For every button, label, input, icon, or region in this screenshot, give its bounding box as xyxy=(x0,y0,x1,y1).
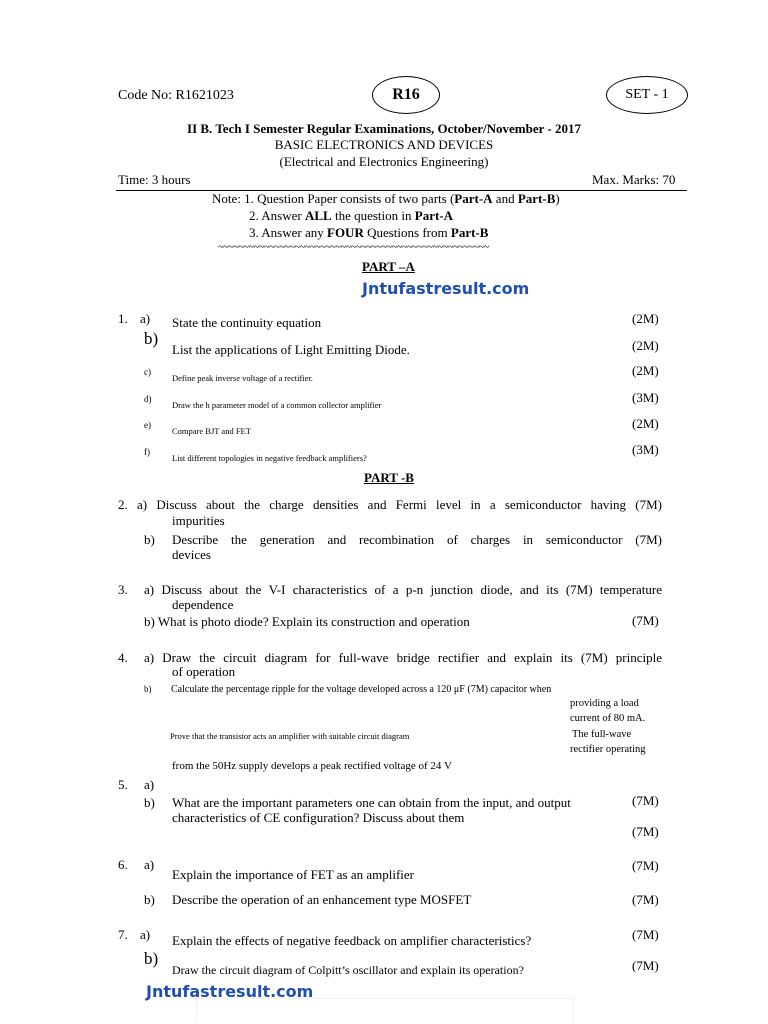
max-marks-label: Max. Marks: 70 xyxy=(592,172,676,187)
q1c-label: c) xyxy=(144,367,151,377)
q5-number: 5. xyxy=(118,777,128,792)
q4b-supply: from the 50Hz supply develops a peak rectified voltage of 24 V xyxy=(172,760,452,772)
branch-title: (Electrical and Electronics Engineering) xyxy=(279,154,489,169)
note-3: 3. Answer any FOUR Questions from Part-B xyxy=(249,225,489,240)
q1d-marks: (3M) xyxy=(632,390,659,405)
q5-extra-marks: (7M) xyxy=(632,824,659,839)
q6a-marks: (7M) xyxy=(632,858,659,873)
q1b-text: List the applications of Light Emitting Diode. xyxy=(172,342,410,357)
tilde-divider: ~~~~~~~~~~~~~~~~~~~~~~~~~~~~~~~~~~~~~~~~~~~~~~~~~~~~~ xyxy=(218,242,489,253)
q1d-label: d) xyxy=(144,394,152,404)
q1e-text: Compare BJT and FET xyxy=(172,426,251,436)
exam-title: II B. Tech I Semester Regular Examinations, October/November - 2017 xyxy=(187,121,581,136)
q4a-line1: a) Draw the circuit diagram for full-wave bridge rectifier and explain its (7M) principle xyxy=(144,650,662,665)
subject-title: BASIC ELECTRONICS AND DEVICES xyxy=(274,137,494,152)
q2a-line1: 2. a) Discuss about the charge densities and Fermi level in a semiconductor having (7M) xyxy=(118,497,662,512)
q7a-text: Explain the effects of negative feedback on amplifier characteristics? xyxy=(172,933,532,948)
q3-number: 3. xyxy=(118,582,128,597)
q4b-prove: Prove that the transistor acts an amplifier with suitable circuit diagram xyxy=(170,731,410,741)
q4b-side2: current of 80 mA. xyxy=(570,713,646,724)
q7-number: 7. xyxy=(118,927,128,942)
q4b-side4: rectifier operating xyxy=(570,744,646,755)
q3a-line1: a) Discuss about the V-I characteristics of a p-n junction diode, and its (7M) temperature xyxy=(144,582,662,597)
note-1: Note: 1. Question Paper consists of two parts (Part-A and Part-B) xyxy=(212,191,560,206)
q1f-text: List different topologies in negative feedback amplifiers? xyxy=(172,453,367,463)
regulation-badge xyxy=(372,76,440,114)
q6-number: 6. xyxy=(118,857,128,872)
q2a-line2: impurities xyxy=(172,513,225,528)
q1a-label: a) xyxy=(140,311,151,326)
q1-number: 1. xyxy=(118,311,128,326)
q1e-marks: (2M) xyxy=(632,416,659,431)
q1f-marks: (3M) xyxy=(632,442,659,457)
q7b-label: b) xyxy=(144,949,159,968)
q4b-side1: providing a load xyxy=(570,698,639,709)
q7b-text: Draw the circuit diagram of Colpitt’s oscillator and explain its operation? xyxy=(172,963,524,977)
q4b-side3: The full-wave xyxy=(572,729,632,740)
set-label: SET - 1 xyxy=(625,87,669,102)
q5b-label: b) xyxy=(144,795,155,810)
q1d-text: Draw the h parameter model of a common collector amplifier xyxy=(172,400,382,410)
q7a-label: a) xyxy=(140,927,151,942)
q7b-marks: (7M) xyxy=(632,958,659,973)
q5b-line1: What are the important parameters one can obtain from the input, and output xyxy=(172,795,571,810)
q6b-label: b) xyxy=(144,892,155,907)
q4a-line2: of operation xyxy=(172,664,236,679)
q5b-marks: (7M) xyxy=(632,793,659,808)
q6a-text: Explain the importance of FET as an amplifier xyxy=(172,867,414,882)
note-2: 2. Answer ALL the question in Part-A xyxy=(249,208,454,223)
q6b-text: Describe the operation of an enhancement type MOSFET xyxy=(172,892,472,907)
code-number: Code No: R1621023 xyxy=(118,88,234,103)
q1c-text: Define peak inverse voltage of a rectifier. xyxy=(172,373,313,383)
watermark-top: Jntufastresult.com xyxy=(362,279,530,298)
q7a-marks: (7M) xyxy=(632,927,659,942)
time-label: Time: 3 hours xyxy=(118,172,191,187)
q2b-label: b) xyxy=(144,532,155,547)
footer-box xyxy=(196,998,574,1023)
q1e-label: e) xyxy=(144,420,151,430)
q5a-label: a) xyxy=(144,777,155,792)
part-b-title: PART -B xyxy=(364,470,414,485)
q1a-text: State the continuity equation xyxy=(172,315,322,330)
q1a-marks: (2M) xyxy=(632,311,659,326)
watermark-bottom: Jntufastresult.com xyxy=(146,982,314,1001)
q1b-marks: (2M) xyxy=(632,338,659,353)
q6b-marks: (7M) xyxy=(632,892,659,907)
q1b-label: b) xyxy=(144,329,159,348)
q4b-label: b) xyxy=(144,684,152,694)
q2b-line2: devices xyxy=(172,547,211,562)
q4b-line1: Calculate the percentage ripple for the voltage developed across a 120 μF (7M) capacitor when xyxy=(171,684,552,695)
q3a-line2: dependence xyxy=(172,597,234,612)
q3b-marks: (7M) xyxy=(632,613,659,628)
q6a-label: a) xyxy=(144,857,155,872)
q1f-label: f) xyxy=(144,447,150,457)
part-a-title: PART –A xyxy=(362,259,415,274)
regulation-label: R16 xyxy=(392,86,420,103)
q1c-marks: (2M) xyxy=(632,363,659,378)
set-badge xyxy=(606,76,688,114)
q2b-line1: Describe the generation and recombination of charges in semiconductor (7M) xyxy=(172,532,662,547)
q3b-text: b) What is photo diode? Explain its construction and operation xyxy=(144,614,470,629)
q4-number: 4. xyxy=(118,650,128,665)
q5b-line2: characteristics of CE configuration? Discuss about them xyxy=(172,810,465,825)
